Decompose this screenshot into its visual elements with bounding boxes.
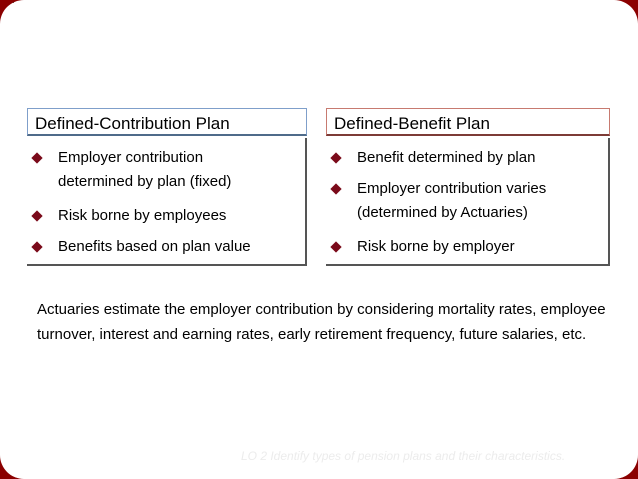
panel-body <box>326 138 610 266</box>
list-item-text: Risk borne by employees <box>58 207 227 224</box>
diamond-bullet-icon <box>31 210 42 221</box>
list-item-text: Risk borne by employer <box>357 238 515 255</box>
defined-contribution-panel <box>27 108 307 266</box>
list-item-text: Employer contribution determined by plan (fixed) <box>58 149 232 190</box>
panel-body <box>27 138 307 266</box>
diamond-bullet-icon <box>31 152 42 163</box>
list-item <box>33 204 303 228</box>
list-item <box>332 177 602 225</box>
list-item-text: Employer contribution varies (determined by Actuaries) <box>357 180 547 221</box>
diamond-bullet-icon <box>330 152 341 163</box>
diamond-bullet-icon <box>31 241 42 252</box>
diamond-bullet-icon <box>330 183 341 194</box>
diamond-bullet-icon <box>330 241 341 252</box>
list-item <box>33 146 303 194</box>
defined-benefit-panel <box>326 108 610 266</box>
corner-mark <box>0 0 14 3</box>
list-item-text: Benefit determined by plan <box>357 149 536 166</box>
panel-title: Defined-Contribution Plan <box>27 108 307 136</box>
list-item <box>332 235 602 259</box>
actuaries-note: Actuaries estimate the employer contribution by considering mortality rates, employee turnover, interest and earning rates, early retirement frequency, future salaries, etc. <box>37 301 606 343</box>
list-item-text: Benefits based on plan value <box>58 238 251 255</box>
learning-objective-footer: LO 2 Identify types of pension plans and their characteristics. <box>241 449 566 463</box>
list-item <box>33 235 303 259</box>
panel-title: Defined-Benefit Plan <box>326 108 610 136</box>
list-item <box>332 146 602 170</box>
